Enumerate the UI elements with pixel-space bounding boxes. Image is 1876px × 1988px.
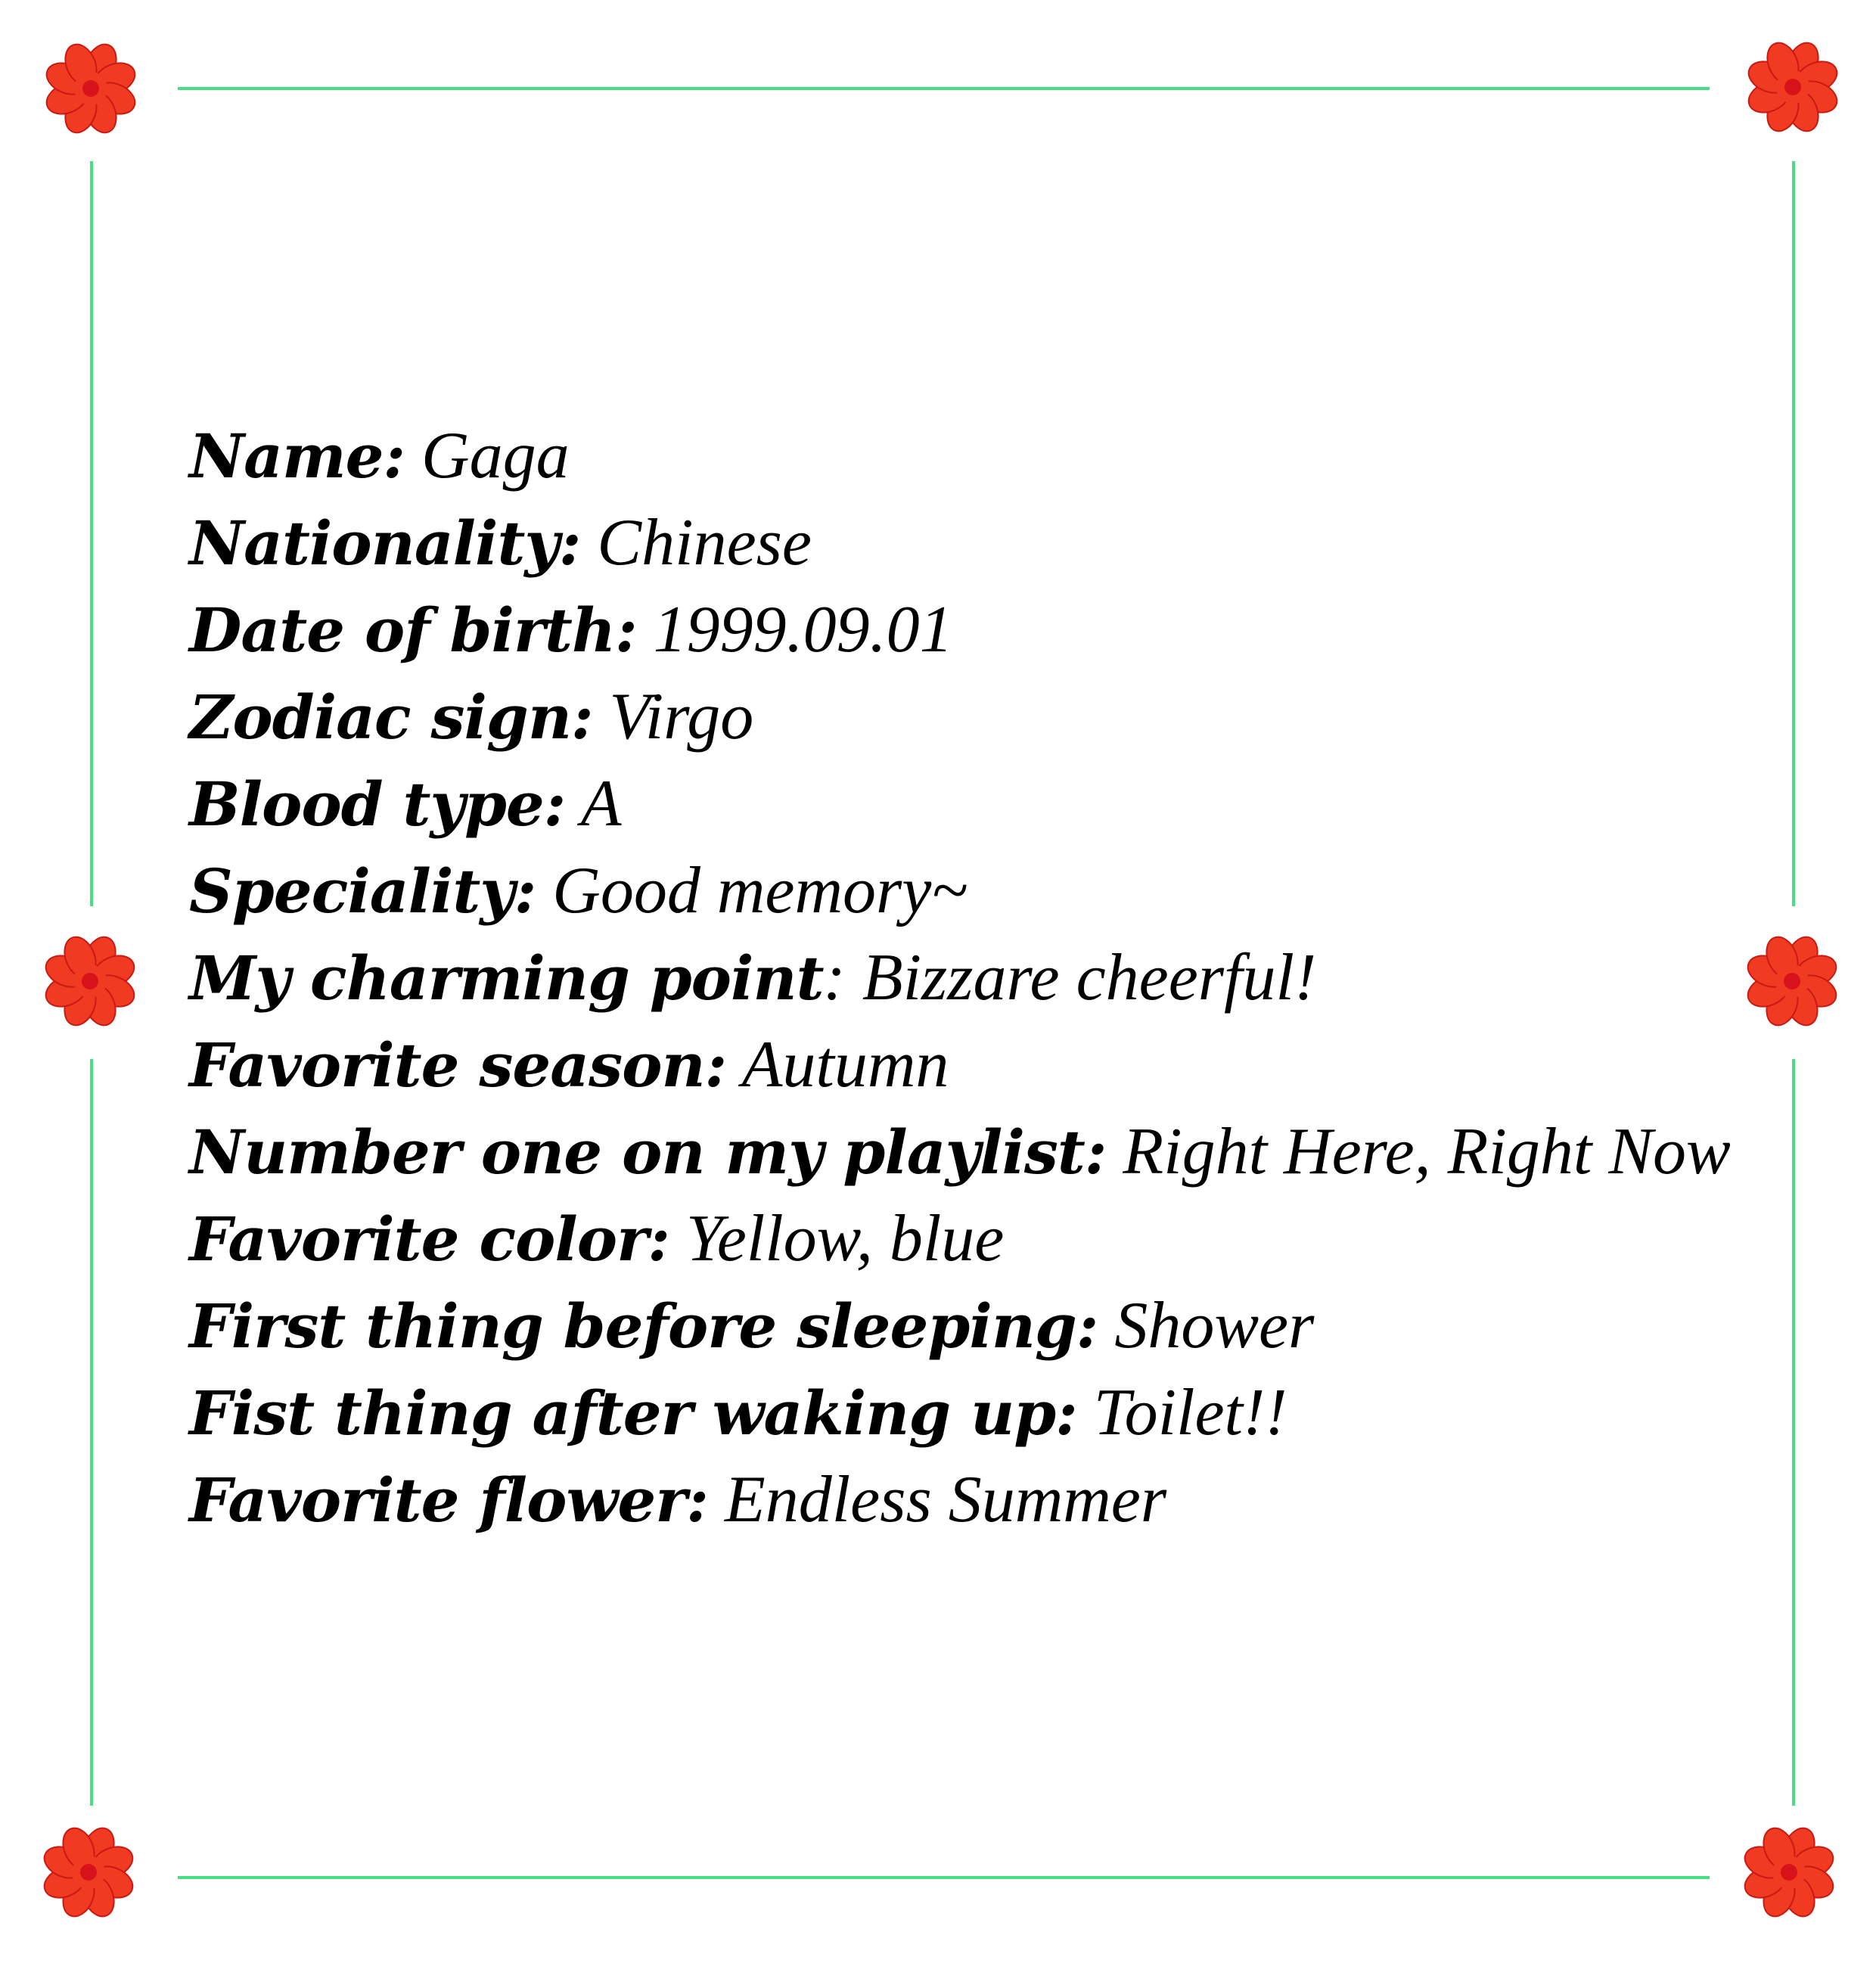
border-right-upper-line: [1792, 161, 1795, 906]
field-value: Good memory~: [536, 854, 968, 927]
field-label: My charming point: [189, 943, 824, 1014]
field-value: Gaga: [405, 419, 570, 492]
field-value: Chinese: [580, 506, 812, 579]
profile-row-favorite-color: [189, 1195, 1763, 1282]
field-label: Date of birth:: [189, 595, 637, 666]
profile-row-before-sleeping: [189, 1282, 1763, 1369]
flower-center: [1784, 79, 1801, 95]
field-value: Shower: [1098, 1289, 1315, 1362]
field-label: Zodiac sign:: [189, 682, 593, 753]
flower-center: [1781, 1864, 1797, 1881]
profile-row-nationality: [189, 499, 1763, 586]
field-label: Number one on my playlist:: [189, 1117, 1107, 1188]
field-value: : Bizzare cheerful!: [823, 941, 1317, 1014]
profile-list: [189, 412, 1763, 1543]
flower-center: [82, 80, 99, 97]
border-bottom-line: [178, 1876, 1710, 1879]
field-label: Favorite color:: [189, 1204, 669, 1275]
flower-icon: [1744, 38, 1842, 136]
profile-row-favorite-season: [189, 1021, 1763, 1108]
border-left-lower-line: [90, 1059, 93, 1806]
border-right-lower-line: [1792, 1059, 1795, 1806]
field-label: First thing before sleeping:: [189, 1291, 1098, 1362]
field-value: Right Here, Right Now: [1106, 1115, 1731, 1188]
profile-row-blood-type: [189, 760, 1763, 847]
border-top-line: [178, 87, 1710, 90]
flower-icon: [39, 1823, 138, 1921]
flower-center: [82, 973, 98, 989]
field-label: Name:: [189, 421, 405, 492]
field-label: Nationality:: [189, 508, 581, 579]
field-value: Endless Summer: [707, 1463, 1167, 1536]
profile-row-zodiac-sign: [189, 673, 1763, 760]
field-label: Favorite flower:: [189, 1465, 708, 1536]
field-label: Speciality:: [189, 856, 536, 927]
profile-row-speciality: [189, 847, 1763, 934]
field-value: A: [565, 767, 622, 840]
flower-icon: [42, 39, 140, 138]
profile-row-favorite-flower: [189, 1456, 1763, 1543]
field-value: 1999.09.01: [636, 593, 953, 666]
border-left-upper-line: [90, 161, 93, 906]
profile-row-date-of-birth: [189, 586, 1763, 673]
flower-icon: [41, 932, 139, 1030]
field-value: Yellow, blue: [669, 1202, 1005, 1275]
flower-icon: [1740, 1823, 1838, 1921]
field-label: Fist thing after waking up:: [189, 1378, 1077, 1449]
field-value: Toilet!!: [1076, 1376, 1287, 1449]
profile-row-after-waking: [189, 1369, 1763, 1456]
profile-row-charming-point: [189, 934, 1763, 1021]
field-label: Favorite season:: [189, 1030, 727, 1101]
field-label: Blood type:: [189, 769, 566, 840]
flower-center: [80, 1864, 97, 1881]
profile-row-name: [189, 412, 1763, 499]
profile-row-playlist: [189, 1108, 1763, 1195]
flower-center: [1784, 973, 1800, 989]
field-value: Autumn: [726, 1028, 949, 1101]
field-value: Virgo: [592, 680, 754, 753]
